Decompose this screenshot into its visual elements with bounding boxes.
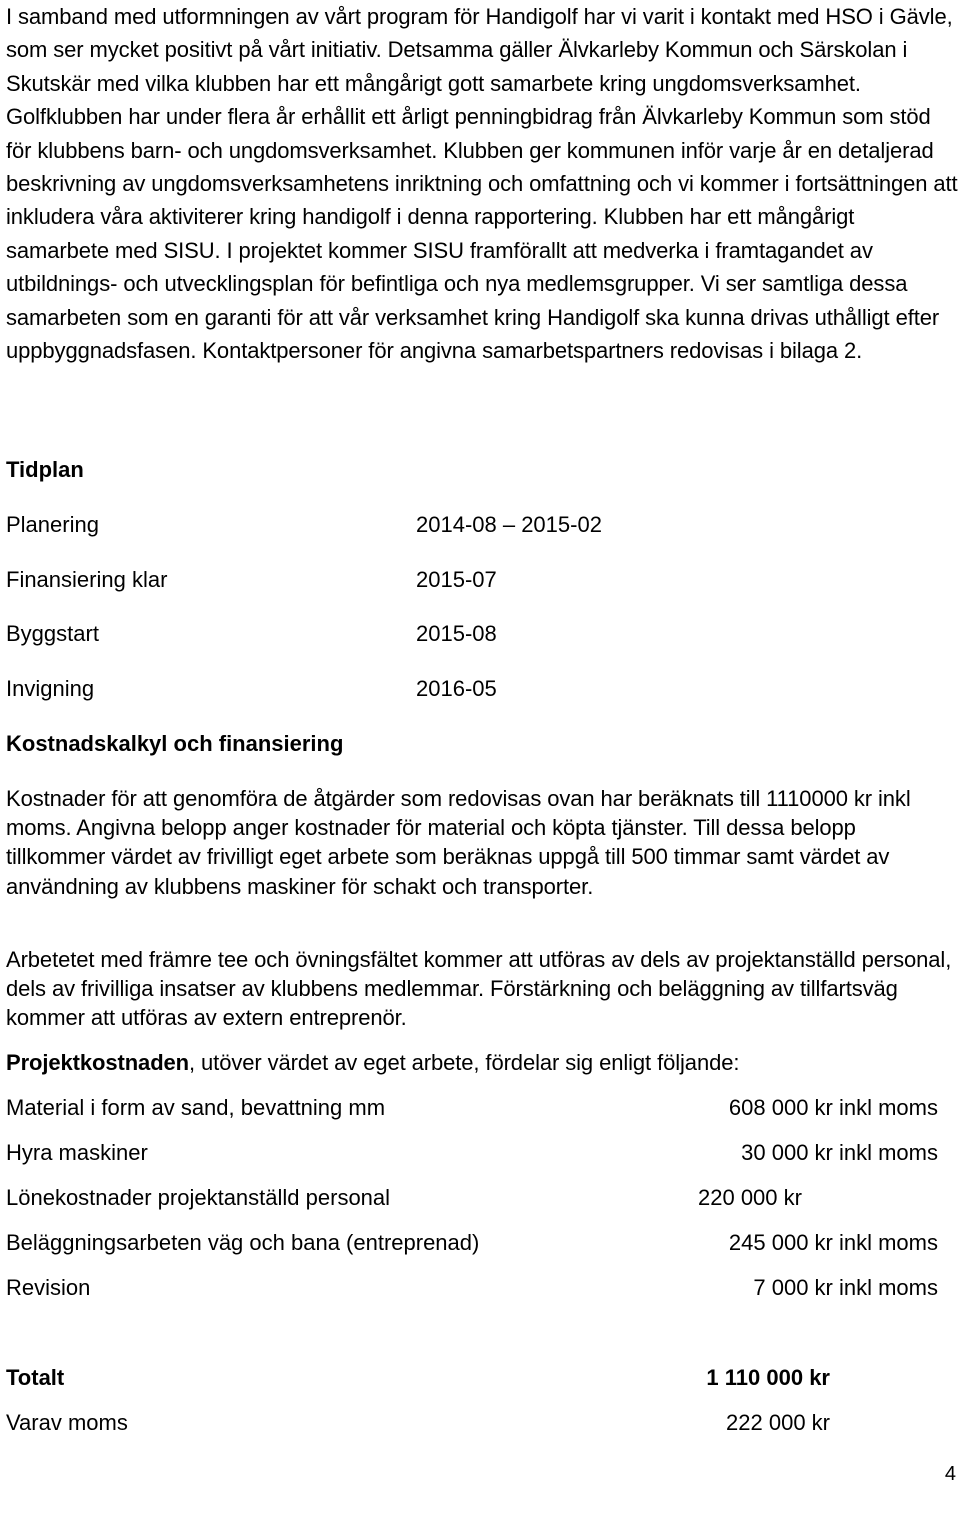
tidplan-label: Planering [6, 512, 99, 537]
tidplan-label: Finansiering klar [6, 567, 168, 592]
cost-label: Hyra maskiner [6, 1140, 148, 1165]
moms-value: 222 000 kr [726, 1410, 830, 1435]
intro-paragraph: I samband med utformningen av vårt program för Handigolf har vi varit i kontakt med HSO i Gävle, som ser mycket positivt på vårt initiativ. Detsamma gäller Älvkarleby Kommun och Särskolan i Skutskär med vilka klubben har ett mångårigt gott samarbete kring ungdomsverksamhet. Golfklubben har under flera år erhållit ett årligt penningbidrag från Älvkarleby Kommun som stöd för klubbens barn- och ungdomsverksamhet. Klubben ger kommunen inför varje år en detaljerad beskrivning av ungdomsverksamhetens inriktning och omfattning och vi kommer i fortsättningen att inkludera våra aktiviterer kring handigolf i denna rapportering. Klubben har ett mångårigt samarbete med SISU. I projektet kommer SISU framförallt att medverka i framtagandet av utbildnings- och utvecklingsplan för befintliga och nya medlemsgrupper. Vi ser samtliga dessa samarbeten som en garanti för att vår verksamhet kring Handigolf ska kunna drivas uthålligt efter uppbyggnadsfasen. Kontaktpersoner för angivna samarbetspartners redovisas i bilaga 2. [6, 4, 958, 364]
arbete-paragraph: Arbetetet med främre tee och övningsfältet kommer att utföras av dels av projektanställd personal, dels av frivilliga insatser av klubbens medlemmar. Förstärkning och beläggning av tillfartsväg kommer att utföras av extern entreprenör. [6, 947, 952, 1031]
tidplan-label: Byggstart [6, 621, 99, 646]
page-number: 4 [944, 1463, 956, 1485]
tidplan-heading: Tidplan [6, 457, 84, 482]
kostnad-paragraph: Kostnader för att genomföra de åtgärder som redovisas ovan har beräknats till 1110000 kr inkl moms. Angivna belopp anger kostnader för material och köpta tjänster. Till dessa belopp tillkommer värdet av frivilligt eget arbete som beräknas uppgå till 500 timmar samt värdet av användning av klubbens maskiner för schakt och transporter. [6, 786, 911, 899]
cost-label: Lönekostnader projektanställd personal [6, 1185, 391, 1210]
cost-label: Material i form av sand, bevattning mm [6, 1095, 386, 1120]
tidplan-value: 2014-08 – 2015-02 [416, 512, 602, 537]
total-value: 1 110 000 kr [706, 1365, 830, 1390]
cost-value: 245 000 kr inkl moms [728, 1230, 938, 1255]
moms-label: Varav moms [6, 1410, 128, 1435]
tidplan-label: Invigning [6, 676, 95, 701]
projektkostnad-rest: , utöver värdet av eget arbete, fördelar sig enligt följande: [189, 1050, 740, 1075]
cost-value: 220 000 kr [698, 1185, 802, 1210]
total-label: Totalt [6, 1365, 65, 1390]
cost-value: 608 000 kr inkl moms [728, 1095, 938, 1120]
cost-label: Revision [6, 1275, 91, 1300]
cost-value: 30 000 kr inkl moms [741, 1140, 938, 1165]
projektkostnad-intro [6, 1049, 958, 1077]
tidplan-value: 2015-07 [416, 567, 497, 592]
projektkostnad-bold: Projektkostnaden [6, 1050, 190, 1075]
cost-label: Beläggningsarbeten väg och bana (entreprenad) [6, 1230, 480, 1255]
cost-value: 7 000 kr inkl moms [753, 1275, 938, 1300]
tidplan-value: 2015-08 [416, 621, 497, 646]
tidplan-value: 2016-05 [416, 676, 497, 701]
kostnad-heading: Kostnadskalkyl och finansiering [6, 731, 344, 756]
